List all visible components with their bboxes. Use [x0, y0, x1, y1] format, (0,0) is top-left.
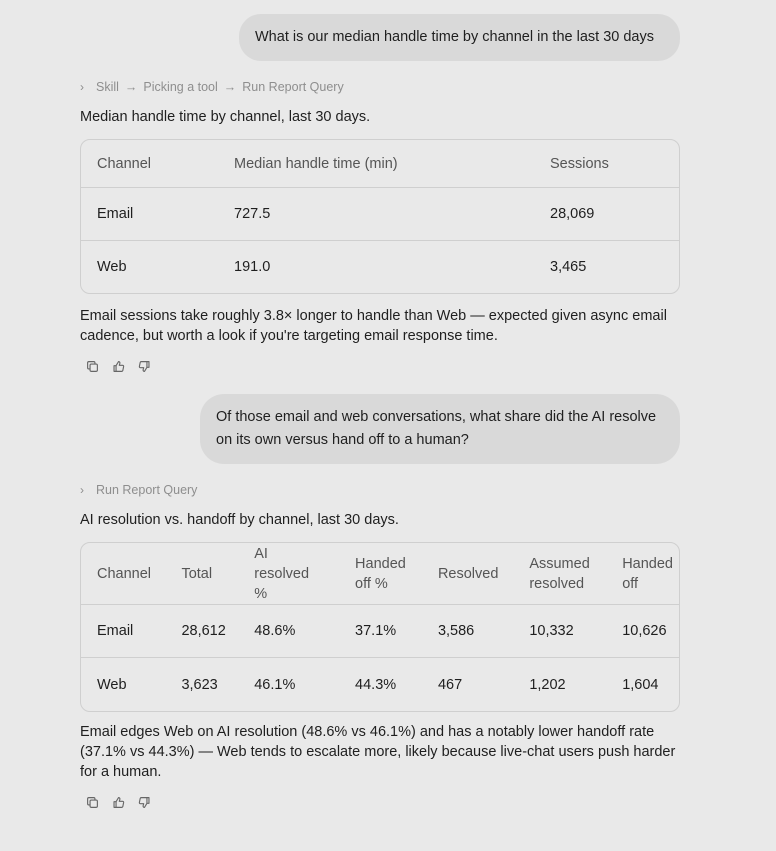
table-row	[81, 188, 679, 241]
tool-trace[interactable]	[80, 80, 344, 94]
message-actions	[84, 794, 152, 810]
assistant-summary: Email edges Web on AI resolution (48.6% vs 46.1%) and has a notably lower handoff rate (37.1% vs 44.3%) — Web tends to escalate more, likely because live-chat users push harder for a human.	[80, 724, 676, 780]
table-cell: 44.3%	[355, 676, 397, 693]
table-header-row	[81, 140, 679, 188]
copy-icon[interactable]	[84, 794, 100, 810]
table-cell: 46.1%	[254, 676, 296, 693]
column-header: Resolved	[422, 543, 513, 605]
thumbs-down-icon[interactable]	[136, 358, 152, 374]
table-cell: 10,332	[513, 605, 606, 658]
table-cell: 3,465	[550, 259, 587, 275]
trace-arrow: →	[223, 80, 237, 94]
copy-icon[interactable]	[84, 358, 100, 374]
trace-step: Run Report Query	[242, 80, 344, 94]
user-message	[200, 394, 680, 464]
message-actions	[84, 358, 152, 374]
column-header: Channel	[81, 140, 218, 188]
column-header: Channel	[81, 543, 165, 605]
thumbs-down-icon[interactable]	[136, 794, 152, 810]
assistant-intro: AI resolution vs. handoff by channel, last 30 days.	[80, 512, 399, 528]
table-cell: 48.6%	[238, 605, 339, 658]
table-cell: 1,604	[622, 676, 659, 693]
tool-trace[interactable]	[80, 483, 197, 497]
column-header: Assumed resolved	[513, 543, 606, 605]
user-message-text: What is our median handle time by channel in the last 30 days	[255, 29, 654, 45]
thumbs-up-icon[interactable]	[110, 358, 126, 374]
table-row	[81, 241, 679, 293]
column-header: Median handle time (min)	[218, 140, 534, 188]
chevron-right-icon: ›	[80, 483, 84, 497]
table-row	[81, 605, 679, 658]
table-cell: 3,623	[181, 676, 218, 693]
trace-step: Skill	[96, 80, 119, 94]
table-cell: 28,612	[165, 605, 238, 658]
column-header: Handed off	[606, 543, 679, 605]
table-cell: Web	[97, 676, 127, 693]
user-message	[239, 14, 680, 61]
column-header: Handed off %	[339, 543, 422, 605]
assistant-intro: Median handle time by channel, last 30 days.	[80, 109, 371, 125]
chevron-right-icon: ›	[80, 80, 84, 94]
trace-step: Run Report Query	[96, 483, 198, 497]
table-cell: 467	[437, 676, 463, 693]
table-row	[81, 658, 679, 711]
user-message-text: Of those email and web conversations, what share did the AI resolve on its own versus hand off to a human?	[216, 409, 657, 448]
column-header: Sessions	[534, 140, 679, 188]
results-table	[80, 542, 680, 712]
assistant-summary: Email sessions take roughly 3.8× longer to handle than Web — expected given async email cadence, but worth a look if you're targeting email response time.	[80, 308, 667, 344]
trace-step: Picking a tool	[143, 80, 218, 94]
table-cell: 37.1%	[339, 605, 422, 658]
table-cell: 727.5	[218, 188, 534, 241]
table-cell: Web	[97, 259, 127, 275]
table-cell: 1,202	[529, 676, 566, 693]
column-header: AI resolved %	[238, 543, 339, 605]
thumbs-up-icon[interactable]	[110, 794, 126, 810]
table-cell: 28,069	[534, 188, 679, 241]
table-cell: Email	[81, 605, 165, 658]
table-cell: 191.0	[234, 259, 271, 275]
table-cell: 3,586	[422, 605, 513, 658]
table-header-row	[81, 543, 679, 605]
table-cell: 10,626	[606, 605, 679, 658]
table-cell: Email	[81, 188, 218, 241]
column-header: Total	[165, 543, 238, 605]
results-table	[80, 139, 680, 294]
trace-arrow: →	[124, 80, 138, 94]
